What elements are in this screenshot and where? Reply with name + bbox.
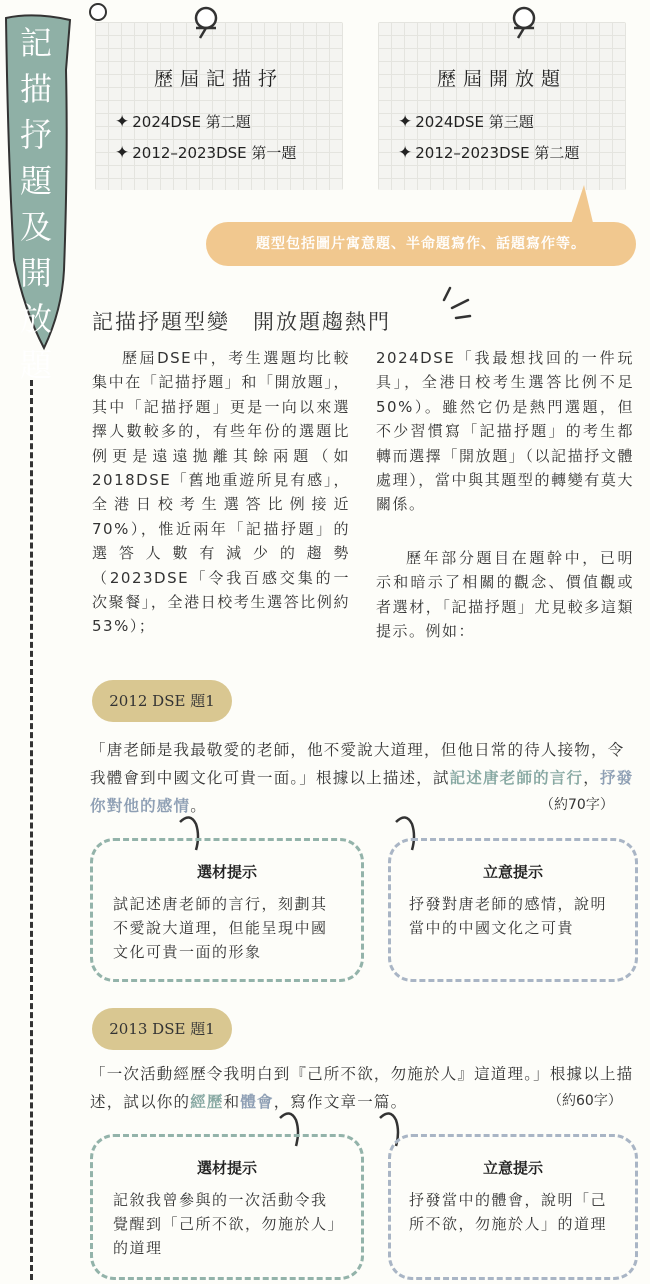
hint-box-theme <box>388 1134 638 1280</box>
hint-body: 抒發當中的體會，說明「己所不欲，勿施於人」的道理 <box>409 1191 608 1233</box>
card-item: ✦ 2012–2023DSE 第二題 <box>398 143 580 163</box>
hint-body: 記敘我曾參與的一次活動令我覺醒到「己所不欲，勿施於人」的道理 <box>113 1191 337 1257</box>
word-count: （約70字） <box>540 797 614 813</box>
hint-box-material <box>90 1134 364 1280</box>
pushpin-icon <box>504 2 544 42</box>
sparkle-icon: ✦ <box>398 112 413 132</box>
side-title: 記描抒題及開放題 <box>19 24 52 384</box>
question-2-text: 「一次活動經歷令我明白到『己所不欲，勿施於人』這道理。」根據以上描述，試以你的經歷和體會，寫作文章一篇。 <box>90 1065 634 1111</box>
card-title: 歷屆記描抒 <box>153 68 284 90</box>
sparkle-icon: ✦ <box>398 143 413 163</box>
hint-box-material <box>90 838 364 982</box>
card-past-open <box>378 22 626 190</box>
card-title: 歷屆開放題 <box>436 68 567 90</box>
question-1-text: 「唐老師是我最敬愛的老師，他不愛說大道理，但他日常的待人接物，令我體會到中國文化可貴一面。」根據以上描述，試記述唐老師的言行，抒發你對他的感情。 <box>90 741 634 815</box>
body-column-1: 歷屆DSE中，考生選題均比較集中在「記描抒題」和「開放題」，其中「記描抒題」更是一向以來選擇人數較多的，有些年份的選題比例更是遠遠拋離其餘兩題（如2018DSE「舊地重遊所見有感」，全港日校考生選答比例接近70%），惟近兩年「記描抒題」的選答人數有減少的趨勢（2023DSE「令我百感交集的一次聚餐」，全港日校考生選答比例約53%）； <box>92 349 350 636</box>
hint-box-theme <box>388 838 638 982</box>
body-column-2a: 2024DSE「我最想找回的一件玩具」，全港日校考生選答比例不足50%）。雖然它仍是熱門選題，但不少習慣寫「記描抒題」的考生都轉而選擇「開放題」（以記描抒文體處理），當中與其題型的轉變有莫大關係。 <box>376 349 634 514</box>
question-tag: 2012 DSE 題1 <box>92 680 232 722</box>
card-item: ✦ 2024DSE 第二題 <box>115 112 251 132</box>
section-title: 記描抒題型變 開放題趨熱門 <box>92 310 391 334</box>
sparkle-icon: ✦ <box>115 112 130 132</box>
hint-title: 立意提示 <box>482 863 543 881</box>
card-item: ✦ 2024DSE 第三題 <box>398 112 534 132</box>
dashed-divider <box>30 380 33 1280</box>
hint-title: 立意提示 <box>482 1159 543 1177</box>
question-tag: 2013 DSE 題1 <box>92 1008 232 1050</box>
body-column-2b: 歷年部分題目在題幹中，已明示和暗示了相關的觀念、價值觀或者選材，「記描抒題」尤見較多這類提示。例如： <box>376 549 634 641</box>
word-count: （約60字） <box>548 1093 622 1109</box>
banner-note: 題型包括圖片寓意題、半命題寫作、話題寫作等。 <box>206 222 636 266</box>
emphasis-marks-icon <box>438 286 472 322</box>
pushpin-icon <box>186 2 226 42</box>
card-item: ✦ 2012–2023DSE 第一題 <box>115 143 297 163</box>
hint-title: 選材提示 <box>196 863 257 881</box>
card-past-descriptive <box>95 22 343 190</box>
hint-title: 選材提示 <box>196 1159 257 1177</box>
hint-body: 試記述唐老師的言行，刻劃其不愛說大道理，但能呈現中國文化可貴一面的形象 <box>113 895 328 961</box>
hint-body: 抒發對唐老師的感情，說明當中的中國文化之可貴 <box>409 895 608 937</box>
banner-tail <box>566 185 596 227</box>
sparkle-icon: ✦ <box>115 143 130 163</box>
